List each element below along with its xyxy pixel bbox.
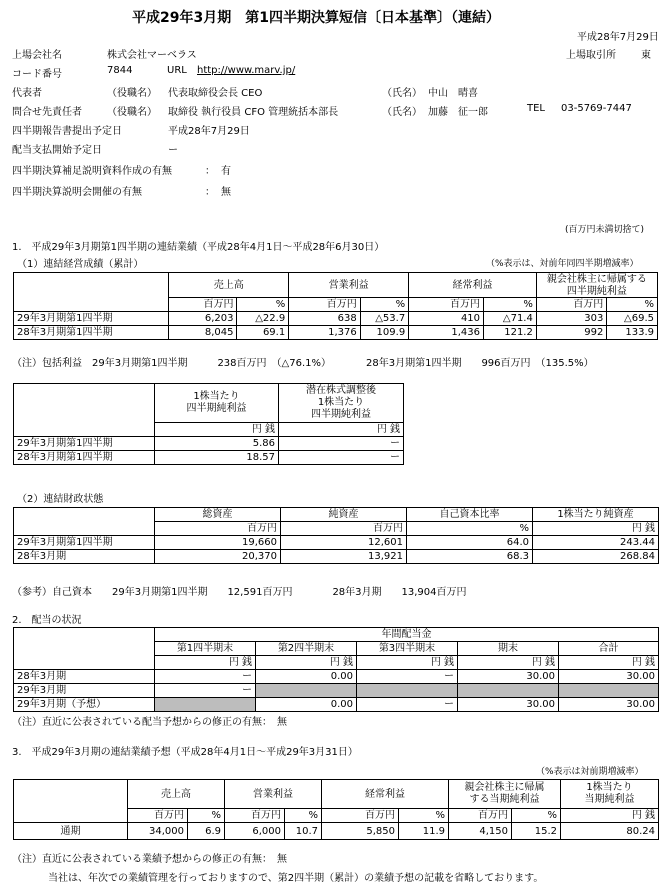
- rep-name: 中山 晴喜: [428, 88, 478, 99]
- value-cell: 68.3: [407, 550, 533, 564]
- row-label: 28年3月期: [14, 670, 155, 684]
- header-annual-dividend: 年間配当金: [155, 628, 659, 642]
- forecast-eps-header-line: 当期純利益: [584, 794, 635, 805]
- forecast-table: [13, 779, 659, 840]
- value-cell: 20,370: [155, 550, 281, 564]
- operating-results-table: [13, 272, 658, 340]
- contact-role-label: （役職名）: [107, 107, 157, 118]
- value-cell: 5.86: [155, 437, 279, 451]
- section2-heading: 2. 配当の状況: [12, 615, 82, 626]
- code-value: 7844: [107, 65, 133, 76]
- table-corner: [14, 384, 155, 423]
- header-total: 合計: [559, 642, 659, 656]
- value-cell: 13,921: [281, 550, 407, 564]
- section1-heading: 1. 平成29年3月期第1四半期の連結業績（平成28年4月1日～平成28年6月30日）: [12, 242, 385, 253]
- value-cell: △22.9: [237, 312, 289, 326]
- forecast-net-header-line: 親会社株主に帰属: [464, 782, 545, 793]
- exchange-label: 上場取引所: [566, 50, 616, 61]
- value-cell: 121.2: [484, 326, 537, 340]
- unit-cell: 円 銭: [256, 656, 357, 670]
- supp-value: 有: [221, 166, 231, 177]
- unit-cell: %: [399, 809, 449, 823]
- table-corner: [14, 628, 155, 670]
- table-row: [14, 437, 404, 451]
- value-cell: 34,000: [128, 823, 188, 840]
- financial-position-table: [13, 507, 659, 564]
- value-cell: △69.5: [607, 312, 658, 326]
- forecast-note: （注）直近に公表されている業績予想からの修正の有無： 無: [12, 854, 287, 865]
- value-cell: 8,045: [169, 326, 237, 340]
- unit-cell: %: [237, 298, 289, 312]
- table-row: [14, 312, 658, 326]
- header-net-income: [449, 780, 561, 809]
- rep-role-label: （役職名）: [107, 88, 157, 99]
- unit-cell: 百万円: [225, 809, 285, 823]
- header-q2: 第2四半期末: [256, 642, 357, 656]
- value-cell: 638: [289, 312, 361, 326]
- url-label: URL: [167, 65, 187, 76]
- eps-table: [13, 383, 404, 465]
- unit-note: (百万円未満切捨て): [565, 225, 645, 235]
- value-cell: 1,436: [409, 326, 484, 340]
- value-cell: 18.57: [155, 451, 279, 465]
- value-cell: 30.00: [559, 670, 659, 684]
- unit-cell: 円 銭: [559, 656, 659, 670]
- diluted-header-line: 四半期純利益: [311, 409, 371, 420]
- table-corner: [14, 780, 128, 823]
- header-q1: 第1四半期末: [155, 642, 256, 656]
- value-cell: 10.7: [285, 823, 322, 840]
- row-label: 29年3月期（予想）: [14, 698, 155, 712]
- value-cell: 6.9: [188, 823, 225, 840]
- shaded-cell: [458, 684, 559, 698]
- table-row: [14, 823, 659, 840]
- unit-cell: %: [360, 298, 408, 312]
- dividend-date-value: ー: [168, 145, 178, 156]
- header-q3: 第3四半期末: [357, 642, 458, 656]
- value-cell: 303: [536, 312, 606, 326]
- unit-cell: 百万円: [169, 298, 237, 312]
- table-row: [14, 550, 659, 564]
- table-row: [14, 670, 659, 684]
- table-row: [14, 451, 404, 465]
- unit-cell: 百万円: [128, 809, 188, 823]
- header-ord-income: 経常利益: [409, 273, 537, 298]
- value-cell: 992: [536, 326, 606, 340]
- unit-cell: 百万円: [322, 809, 399, 823]
- value-cell: 19,660: [155, 536, 281, 550]
- dividend-note: （注）直近に公表されている配当予想からの修正の有無： 無: [12, 717, 287, 728]
- value-cell: 11.9: [399, 823, 449, 840]
- table-corner-bottom: [14, 423, 155, 437]
- meeting-value: 無: [221, 187, 231, 198]
- equity-note: （参考）自己資本 29年3月期第1四半期 12,591百万円 28年3月期 13,904百万円: [12, 587, 467, 598]
- contact-role: 取締役 執行役員 CFO 管理統括本部長: [168, 107, 339, 118]
- listed-value: 株式会社マーベラス: [107, 50, 197, 61]
- value-cell: 109.9: [360, 326, 408, 340]
- unit-cell: 円 銭: [155, 423, 279, 437]
- value-cell: 243.44: [533, 536, 659, 550]
- value-cell: ー: [357, 670, 458, 684]
- unit-cell: %: [607, 298, 658, 312]
- meeting-label: 四半期決算説明会開催の有無: [12, 187, 142, 198]
- unit-cell: 百万円: [449, 809, 512, 823]
- table-row: [14, 326, 658, 340]
- header-year-end: 期末: [458, 642, 559, 656]
- unit-cell: 百万円: [409, 298, 484, 312]
- value-cell: 30.00: [458, 698, 559, 712]
- forecast-net-header-line: する当期純利益: [469, 794, 540, 805]
- value-cell: △53.7: [360, 312, 408, 326]
- shaded-cell: [559, 684, 659, 698]
- value-cell: ー: [155, 670, 256, 684]
- listed-label: 上場会社名: [12, 50, 62, 61]
- diluted-header-line: 潜在株式調整後: [306, 385, 376, 396]
- value-cell: 410: [409, 312, 484, 326]
- value-cell: ー: [357, 698, 458, 712]
- unit-cell: 円 銭: [533, 522, 659, 536]
- comprehensive-note: （注）包括利益 29年3月期第1四半期 238百万円 （△76.1%） 28年3月期第1四半期 996百万円 （135.5%）: [12, 358, 594, 369]
- table-corner: [14, 273, 169, 298]
- value-cell: 0.00: [256, 698, 357, 712]
- report-date: 平成28年7月29日: [577, 32, 659, 43]
- value-cell: 4,150: [449, 823, 512, 840]
- value-cell: 6,000: [225, 823, 285, 840]
- tel-value: 03-5769-7447: [561, 103, 632, 114]
- value-cell: ー: [279, 451, 404, 465]
- value-cell: 5,850: [322, 823, 399, 840]
- unit-cell: 円 銭: [561, 809, 659, 823]
- value-cell: 15.2: [512, 823, 561, 840]
- header-op-income: 営業利益: [289, 273, 409, 298]
- header-ord-income: 経常利益: [322, 780, 449, 809]
- value-cell: △71.4: [484, 312, 537, 326]
- contact-label: 問合せ先責任者: [12, 107, 82, 118]
- value-cell: 64.0: [407, 536, 533, 550]
- eps-header-line: 1株当たり: [193, 391, 240, 402]
- contact-name: 加藤 征一郎: [428, 107, 488, 118]
- forecast-footnote: 当社は、年次での業績管理を行っておりますので、第2四半期（累計）の業績予想の記載を省略しております。: [48, 873, 544, 884]
- section1-sub1: （1）連結経営成績（累計）: [17, 259, 144, 270]
- value-cell: 80.24: [561, 823, 659, 840]
- table-corner-bottom: [14, 298, 169, 312]
- header-eps: [561, 780, 659, 809]
- eps-header-line: 四半期純利益: [186, 403, 247, 414]
- value-cell: 69.1: [237, 326, 289, 340]
- dividend-date-label: 配当支払開始予定日: [12, 145, 102, 156]
- row-label: 通期: [14, 823, 128, 840]
- header-net-income-2: 四半期純利益: [536, 285, 657, 298]
- value-cell: 6,203: [169, 312, 237, 326]
- row-label: 28年3月期第1四半期: [14, 451, 155, 465]
- table-row: [14, 698, 659, 712]
- header-net-income-1: 親会社株主に帰属する: [536, 273, 657, 286]
- header-eps: [155, 384, 279, 423]
- dividend-table: [13, 627, 659, 712]
- supp-label: 四半期決算補足説明資料作成の有無: [12, 166, 172, 177]
- table-corner-bottom: [14, 522, 155, 536]
- section3-heading: 3. 平成29年3月期の連結業績予想（平成28年4月1日～平成29年3月31日）: [12, 747, 358, 758]
- page-title: 平成29年3月期 第1四半期決算短信〔日本基準〕（連結）: [132, 10, 500, 26]
- row-label: 29年3月期第1四半期: [14, 312, 169, 326]
- unit-cell: 円 銭: [155, 656, 256, 670]
- unit-cell: %: [407, 522, 533, 536]
- header-diluted-eps: [279, 384, 404, 423]
- unit-cell: 円 銭: [357, 656, 458, 670]
- exchange-value: 東: [641, 50, 651, 61]
- rep-name-label: （氏名）: [382, 88, 422, 99]
- section1-sub2: （2）連結財政状態: [17, 494, 104, 505]
- header-total-assets: 総資産: [155, 508, 281, 522]
- report-date-label: 四半期報告書提出予定日: [12, 126, 122, 137]
- supp-colon: ：: [205, 166, 215, 177]
- row-label: 29年3月期第1四半期: [14, 437, 155, 451]
- meeting-colon: ：: [205, 187, 215, 198]
- code-label: コード番号: [12, 69, 62, 80]
- row-label: 29年3月期第1四半期: [14, 536, 155, 550]
- row-label: 28年3月期第1四半期: [14, 326, 169, 340]
- header-net-assets: 純資産: [281, 508, 407, 522]
- header-sales: 売上高: [169, 273, 289, 298]
- unit-cell: 円 銭: [458, 656, 559, 670]
- unit-cell: %: [285, 809, 322, 823]
- row-label: 29年3月期: [14, 684, 155, 698]
- table-row: [14, 684, 659, 698]
- value-cell: ー: [279, 437, 404, 451]
- value-cell: 133.9: [607, 326, 658, 340]
- rep-role: 代表取締役会長 CEO: [168, 88, 263, 99]
- unit-cell: 百万円: [281, 522, 407, 536]
- section3-pct-note: （%表示は対前期増減率）: [536, 767, 644, 777]
- value-cell: 1,376: [289, 326, 361, 340]
- contact-name-label: （氏名）: [382, 107, 422, 118]
- url-link[interactable]: http://www.marv.jp/: [197, 65, 296, 76]
- header-op-income: 営業利益: [225, 780, 322, 809]
- shaded-cell: [357, 684, 458, 698]
- header-equity-ratio: 自己資本比率: [407, 508, 533, 522]
- shaded-cell: [256, 684, 357, 698]
- value-cell: 30.00: [458, 670, 559, 684]
- header-bps: 1株当たり純資産: [533, 508, 659, 522]
- header-sales: 売上高: [128, 780, 225, 809]
- table-row: [14, 536, 659, 550]
- section1-pct-note: （%表示は、対前年同四半期増減率）: [486, 259, 639, 269]
- value-cell: 12,601: [281, 536, 407, 550]
- value-cell: ー: [155, 684, 256, 698]
- rep-label: 代表者: [12, 88, 42, 99]
- value-cell: 268.84: [533, 550, 659, 564]
- value-cell: 30.00: [559, 698, 659, 712]
- unit-cell: 百万円: [155, 522, 281, 536]
- value-cell: 0.00: [256, 670, 357, 684]
- unit-cell: 円 銭: [279, 423, 404, 437]
- row-label: 28年3月期: [14, 550, 155, 564]
- unit-cell: %: [484, 298, 537, 312]
- report-date-value: 平成28年7月29日: [168, 126, 250, 137]
- unit-cell: 百万円: [536, 298, 606, 312]
- unit-cell: 百万円: [289, 298, 361, 312]
- diluted-header-line: 1株当たり: [317, 397, 365, 408]
- tel-label: TEL: [527, 103, 545, 114]
- forecast-eps-header-line: 1株当たり: [586, 782, 633, 793]
- table-corner: [14, 508, 155, 522]
- unit-cell: %: [188, 809, 225, 823]
- unit-cell: %: [512, 809, 561, 823]
- shaded-cell: [155, 698, 256, 712]
